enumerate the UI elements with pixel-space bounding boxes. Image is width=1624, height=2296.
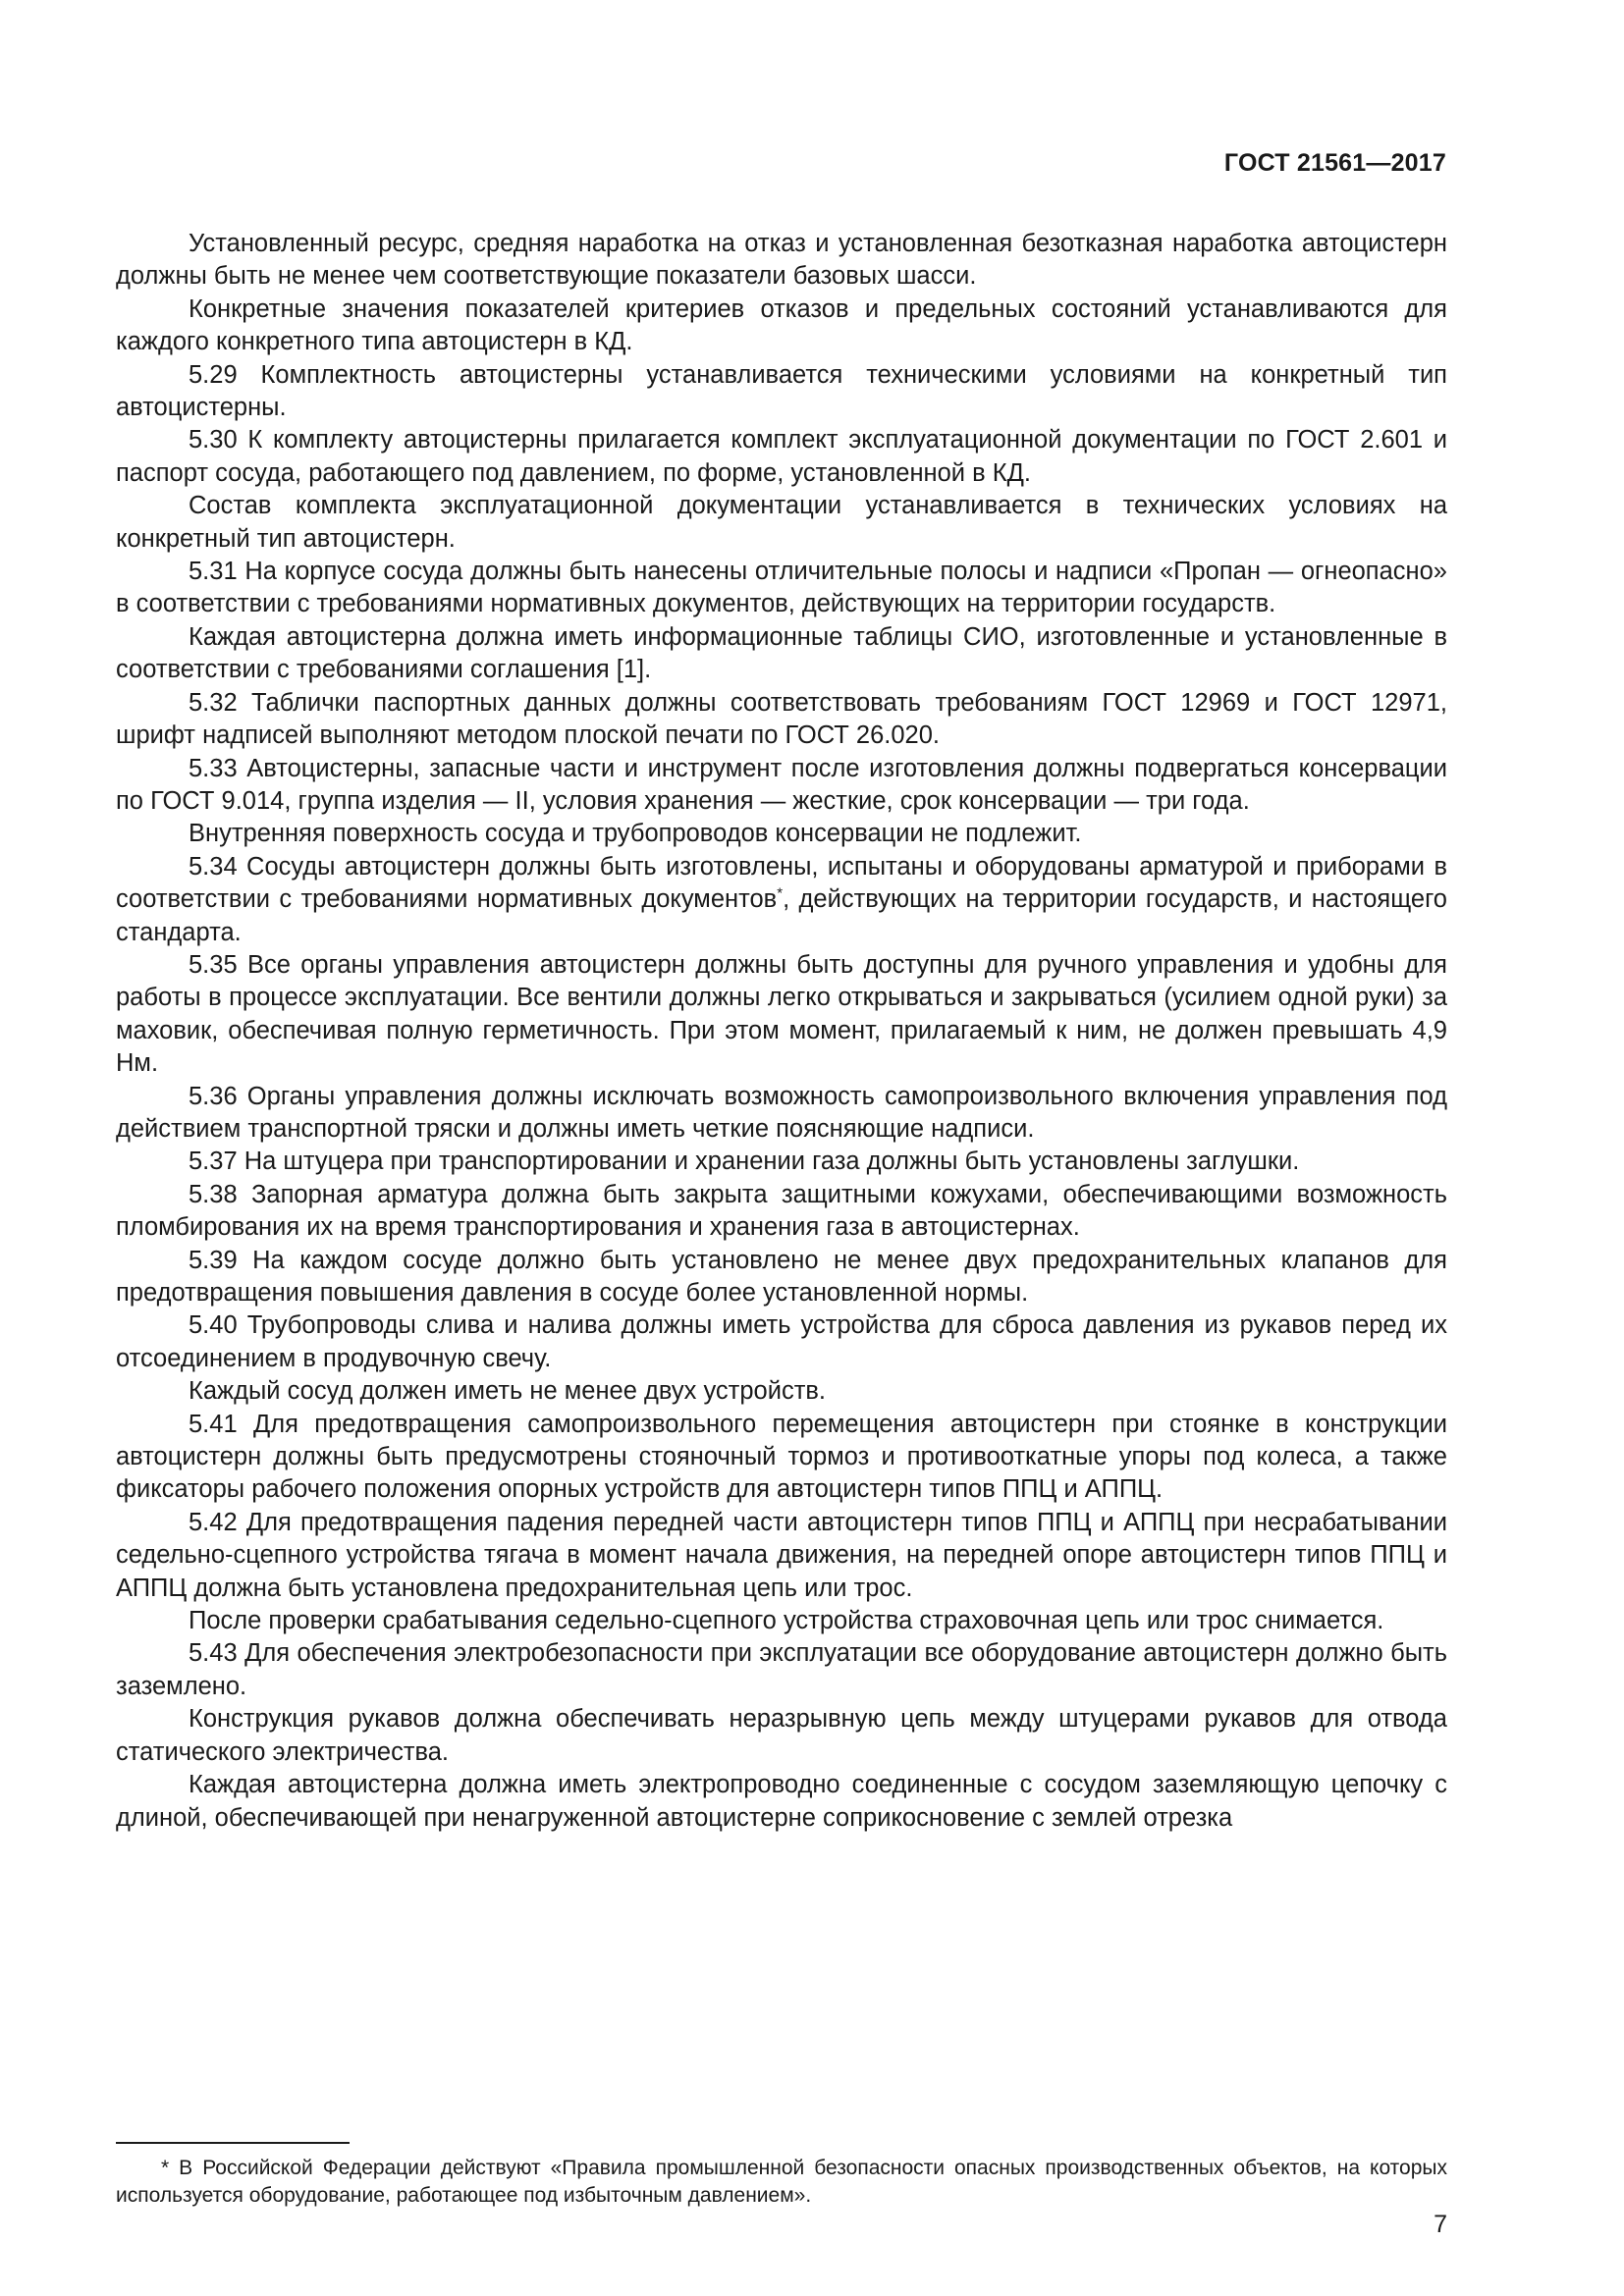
paragraph: После проверки срабатывания седельно-сцепного устройства страховочная цепь или трос снимается. xyxy=(189,1607,1384,1635)
paragraph: 5.31 На корпусе сосуда должны быть нанесены отличительные полосы и надписи «Пропан — огнеопасно» в соответствии с требованиями нормативных документов, действующих на территории государств. xyxy=(116,558,1447,618)
paragraph: Состав комплекта эксплуатационной документации устанавливается в технических условиях на конкретный тип автоцистерн. xyxy=(116,492,1447,553)
paragraph: 5.39 На каждом сосуде должно быть установлено не менее двух предохранительных клапанов для предотвращения повышения давления в сосуде более установленной нормы. xyxy=(116,1246,1447,1307)
footnote-separator xyxy=(116,2142,350,2144)
paragraph: Внутренняя поверхность сосуда и трубопроводов консервации не подлежит. xyxy=(189,820,1082,848)
paragraph: 5.37 На штуцера при транспортировании и хранении газа должны быть установлены заглушки. xyxy=(189,1148,1300,1176)
paragraph: 5.38 Запорная арматура должна быть закрыта защитными кожухами, обеспечивающими возможность пломбирования их на время транспортирования и хранения газа в автоцистернах. xyxy=(116,1180,1447,1242)
paragraph: 5.42 Для предотвращения падения передней части автоцистерн типов ППЦ и АППЦ при несрабатывании седельно-сцепного устройства тягача в момент начала движения, на передней опоре автоцистерн типов ППЦ и АППЦ должна быть установлена предохранительная цепь или трос. xyxy=(116,1508,1447,1602)
document-code-header: ГОСТ 21561—2017 xyxy=(1223,149,1446,177)
paragraph-text: 5.34 Сосуды автоцистерн должны быть изготовлены, испытаны и оборудованы арматурой и приборами в соответствии с требованиями нормативных документов xyxy=(116,852,1447,914)
paragraph: 5.33 Автоцистерны, запасные части и инструмент после изготовления должны подвергаться консервации по ГОСТ 9.014, группа изделия — II, условия хранения — жесткие, срок консервации — три года. xyxy=(116,754,1447,815)
paragraph: Установленный ресурс, средняя наработка на отказ и установленная безотказная наработка автоцистерн должны быть не менее чем соответствующие показатели базовых шасси. xyxy=(116,230,1447,291)
footnote-reference[interactable]: * xyxy=(777,884,784,902)
paragraph: 5.30 К комплекту автоцистерны прилагается комплект эксплуатационной документации по ГОСТ 2.601 и паспорт сосуда, работающего под давлением, по форме, установленной в КД. xyxy=(116,426,1447,487)
paragraph: 5.32 Таблички паспортных данных должны соответствовать требованиям ГОСТ 12969 и ГОСТ 12971, шрифт надписей выполняют методом плоской печати по ГОСТ 26.020. xyxy=(116,688,1447,750)
paragraph: Каждая автоцистерна должна иметь электропроводно соединенные с сосудом заземляющую цепочку с длиной, обеспечивающей при ненагруженной автоцистерне соприкосновение с землей отрезка xyxy=(116,1771,1447,1832)
paragraph: Каждая автоцистерна должна иметь информационные таблицы СИО, изготовленные и установленные в соответствии с требованиями соглашения [1]. xyxy=(116,622,1447,684)
footnote-text: * В Российской Федерации действуют «Правила промышленной безопасности опасных производственных объектов, на которых используется оборудование, работающее под избыточным давлением». xyxy=(116,2157,1447,2207)
paragraph: 5.40 Трубопроводы слива и налива должны иметь устройства для сброса давления из рукавов перед их отсоединением в продувочную свечу. xyxy=(116,1311,1447,1372)
paragraph: 5.36 Органы управления должны исключать возможность самопроизвольного включения управления под действием транспортной тряски и должны иметь четкие поясняющие надписи. xyxy=(116,1082,1447,1143)
paragraph: 5.29 Комплектность автоцистерны устанавливается техническими условиями на конкретный тип автоцистерны. xyxy=(116,360,1447,422)
paragraph-text: , действующих на территории государств, и настоящего стандарта. xyxy=(116,885,1447,946)
paragraph: 5.43 Для обеспечения электробезопасности при эксплуатации все оборудование автоцистерн должно быть заземлено. xyxy=(116,1639,1447,1700)
paragraph: 5.41 Для предотвращения самопроизвольного перемещения автоцистерн при стоянке в конструкции автоцистерн должны быть предусмотрены стояночный тормоз и противооткатные упоры под колеса, а также фиксаторы рабочего положения опорных устройств для автоцистерн типов ППЦ и АППЦ. xyxy=(116,1410,1447,1504)
paragraph: Каждый сосуд должен иметь не менее двух устройств. xyxy=(189,1377,827,1406)
paragraph: Конструкция рукавов должна обеспечивать неразрывную цепь между штуцерами рукавов для отвода статического электричества. xyxy=(116,1705,1447,1766)
body-text xyxy=(116,228,1447,1835)
paragraph: Конкретные значения показателей критериев отказов и предельных состояний устанавливаются для каждого конкретного типа автоцистерн в КД. xyxy=(116,294,1447,356)
paragraph: 5.35 Все органы управления автоцистерн должны быть доступны для ручного управления и удобны для работы в процессе эксплуатации. Все вентили должны легко открываться и закрываться (усилием одной руки) за маховик, обеспечивая полную герметичность. При этом момент, прилагаемый к ним, не должен превышать 4,9 Нм. xyxy=(116,950,1447,1078)
paragraph-5-34 xyxy=(116,851,1447,949)
page-number: 7 xyxy=(1434,2211,1447,2238)
